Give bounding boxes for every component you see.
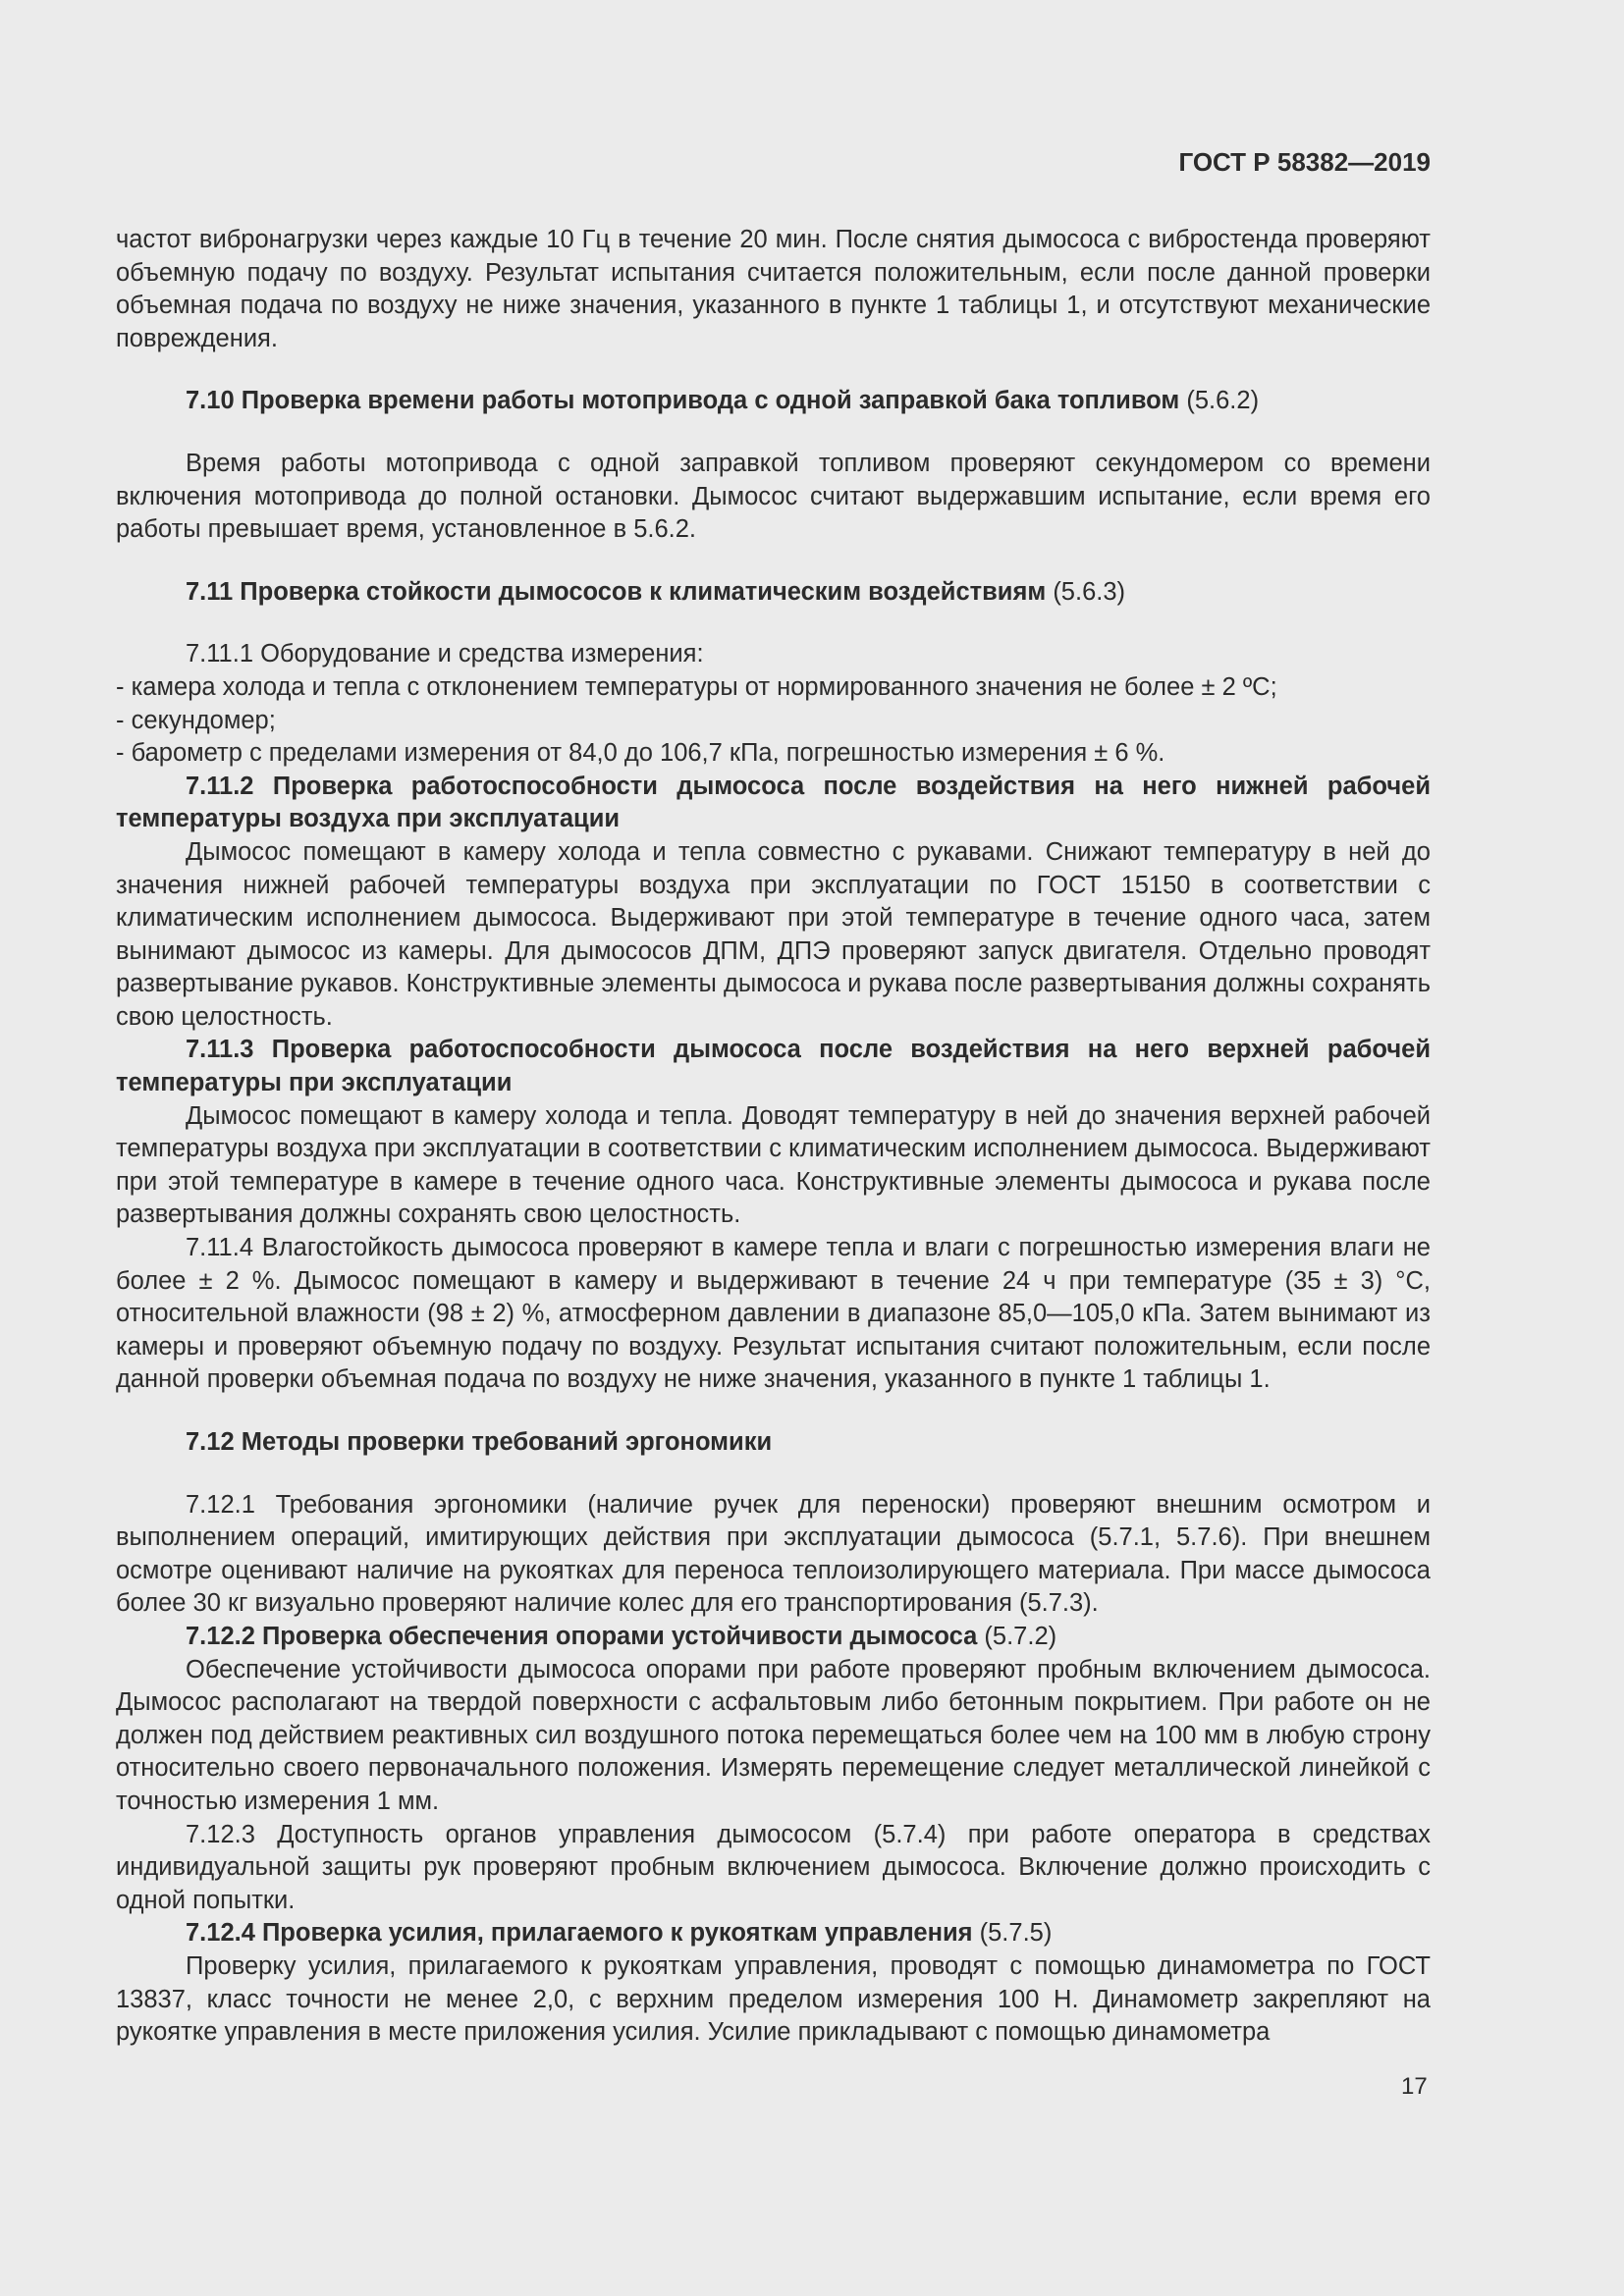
heading-7-12-4 (116, 1917, 1431, 1950)
paragraph-7-11-4: 7.11.4 Влагостойкость дымососа проверяют в камере тепла и влаги с погрешностью измерения влаги не более ± 2 %. Дымосос помещают в камеру и выдерживают в течение 24 ч при температуре (35 ± 3) °С, относительной влажности (98 ± 2) %, атмосферном давлении в диапазоне 85,0—105,0 кПа. Затем вынимают из камеры и проверяют объемную подачу по воздуху. Результат испытания считают положительным, если после данной проверки объемная подача по воздуху не ниже значения, указанного в пункте 1 таблицы 1. (116, 1234, 1431, 1394)
page-number: 17 (1401, 2073, 1428, 2100)
paragraph-intro: частот вибронагрузки через каждые 10 Гц в течение 20 мин. После снятия дымососа с вибростенда проверяют объемную подачу по воздуху. Результат испытания считается положительным, если после данной проверки объемная подача по воздуху не ниже значения, указанного в пункте 1 таблицы 1, и отсутствуют механические повреждения. (116, 226, 1431, 352)
standard-header: ГОСТ Р 58382—2019 (1178, 147, 1431, 177)
heading-7-10 (116, 385, 1431, 418)
heading-7-12-2-title: 7.12.2 Проверка обеспечения опорами устойчивости дымососа (186, 1622, 978, 1650)
paragraph-7-11-3: Дымосос помещают в камеру холода и тепла. Доводят температуру в ней до значения верхней рабочей температуры воздуха при эксплуатации в соответствии с климатическим исполнением дымососа. Выдерживают при этой температуре в камере в течение одного часа. Конструктивные элементы дымососа и рукава после развертывания должны сохранять свою целостность. (116, 1101, 1431, 1229)
paragraph-7-12-1: 7.12.1 Требования эргономики (наличие ручек для переноски) проверяют внешним осмотром и выполнением операций, имитирующих действия при эксплуатации дымососа (5.7.1, 5.7.6). При внешнем осмотре оценивают наличие на рукоятках для переноса теплоизолирующего материала. При массе дымососа более 30 кг визуально проверяют наличие колес для его транспортирования (5.7.3). (116, 1490, 1431, 1618)
heading-7-12-4-ref: (5.7.5) (972, 1919, 1053, 1948)
heading-7-12-2-ref: (5.7.2) (977, 1622, 1057, 1650)
heading-7-12-4-title: 7.12.4 Проверка усилия, прилагаемого к рукояткам управления (186, 1919, 973, 1948)
list-item-1: - камера холода и тепла с отклонением температуры от нормированного значения не более ± 2 ºС; (116, 672, 1277, 701)
paragraph-7-11-1: 7.11.1 Оборудование и средства измерения: (186, 640, 704, 668)
list-item-3: - барометр с пределами измерения от 84,0 до 106,7 кПа, погрешностью измерения ± 6 %. (116, 739, 1165, 768)
heading-7-12-2 (116, 1621, 1431, 1654)
heading-7-11-2-title: 7.11.2 Проверка работоспособности дымососа после воздействия на него нижней рабочей температуры воздуха при эксплуатации (116, 772, 1431, 833)
paragraph-7-12-4: Проверку усилия, прилагаемого к рукояткам управления, проводят с помощью динамометра по ГОСТ 13837, класс точности не менее 2,0, с верхним пределом измерения 100 Н. Динамометр закрепляют на рукоятке управления в месте приложения усилия. Усилие прикладывают с помощью динамометра (116, 1951, 1431, 2047)
heading-7-12 (116, 1426, 1431, 1460)
heading-7-11 (116, 576, 1431, 610)
paragraph-7-12-3: 7.12.3 Доступность органов управления дымососом (5.7.4) при работе оператора в средствах индивидуальной защиты рук проверяют пробным включением дымососа. Включение должно происходить с одной попытки. (116, 1820, 1431, 1914)
heading-7-11-title: 7.11 Проверка стойкости дымососов к климатическим воздействиям (186, 577, 1047, 606)
heading-7-10-ref: (5.6.2) (1179, 387, 1260, 415)
heading-7-10-title: 7.10 Проверка времени работы мотопривода с одной заправкой бака топливом (186, 387, 1180, 415)
paragraph-7-12-2: Обеспечение устойчивости дымососа опорами при работе проверяют пробным включением дымососа. Дымосос располагают на твердой поверхности с асфальтовым либо бетонным покрытием. При работе он не должен под действием реактивных сил воздушного потока перемещаться более чем на 100 мм в любую строну относительно своего первоначального положения. Измерять перемещение следует металлической линейкой с точностью измерения 1 мм. (116, 1655, 1431, 1815)
heading-7-11-3 (116, 1034, 1431, 1099)
paragraph-7-10: Время работы мотопривода с одной заправкой топливом проверяют секундомером со времени включения мотопривода до полной остановки. Дымосос считают выдержавшим испытание, если время его работы превышает время, установленное в 5.6.2. (116, 449, 1431, 544)
heading-7-12-title: 7.12 Методы проверки требований эргономики (186, 1428, 773, 1456)
heading-7-11-3-title: 7.11.3 Проверка работоспособности дымососа после воздействия на него верхней рабочей температуры при эксплуатации (116, 1036, 1431, 1097)
page-content (116, 224, 1431, 2050)
paragraph-7-11-2: Дымосос помещают в камеру холода и тепла совместно с рукавами. Снижают температуру в ней до значения нижней рабочей температуры воздуха при эксплуатации по ГОСТ 15150 в соответствии с климатическим исполнением дымососа. Выдерживают при этой температуре в течение одного часа, затем вынимают дымосос из камеры. Для дымососов ДПМ, ДПЭ проверяют запуск двигателя. Отдельно проводят развертывание рукавов. Конструктивные элементы дымососа и рукава после развертывания должны сохранять свою целостность. (116, 837, 1431, 1031)
heading-7-11-ref: (5.6.3) (1046, 577, 1126, 606)
heading-7-11-2 (116, 771, 1431, 836)
list-item-2: - секундомер; (116, 706, 276, 734)
